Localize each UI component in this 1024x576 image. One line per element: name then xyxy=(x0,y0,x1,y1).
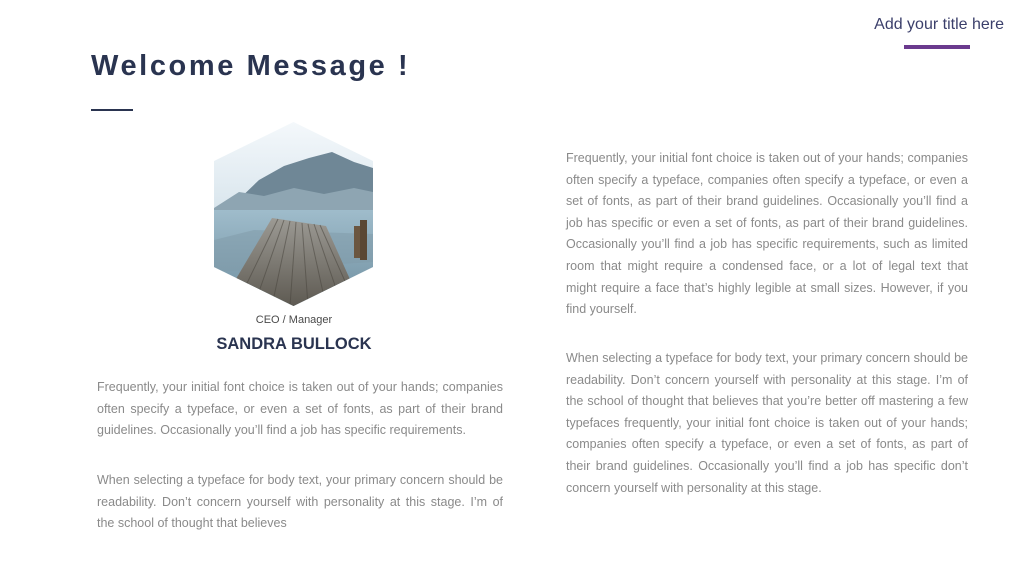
left-paragraph-1: Frequently, your initial font choice is taken out of your hands; companies often specify a typeface, or even a set of fonts, as part of their brand guidelines. Occasionally you’ll find a job has specific requirements. xyxy=(97,380,503,438)
profile-role: CEO / Manager xyxy=(255,314,333,326)
title-accent-bar xyxy=(904,45,970,49)
page-title: Welcome Message ! xyxy=(91,50,411,82)
slide-top-title: Add your title here xyxy=(874,16,1004,33)
profile-name: SANDRA BULLOCK xyxy=(216,335,372,353)
profile-photo xyxy=(214,122,373,306)
right-paragraph-2: When selecting a typeface for body text, your primary concern should be readability. Don’t concern yourself with personality at this stage. I’m of the school of thought that believes that you’re better off mastering a few typefaces frequently, your initial font choice is taken out of your hands; companies often specify a typeface, or even a set of fonts, as part of their brand guidelines. Occasionally you’ll find a job has specific don’t concern yourself with personality at this stage. xyxy=(566,351,968,495)
right-paragraph-1: Frequently, your initial font choice is taken out of your hands; companies often specify a typeface, companies often specify a typeface, or even a set of fonts, as part of their brand guidelines. Occasionally you’ll find a job has specific or even a set of fonts, as part of their brand guidelines. Occasionally you’ll find a job has specific requirements, such as limited room that might require a condensed face, or a lot of legal text that might require a face that’s highly legible at small sizes. However, if you find yourself. xyxy=(566,151,968,317)
title-underline xyxy=(91,109,133,111)
left-paragraph-2: When selecting a typeface for body text, your primary concern should be readability. Don’t concern yourself with personality at this stage. I’m of the school of thought that believes xyxy=(97,473,503,531)
